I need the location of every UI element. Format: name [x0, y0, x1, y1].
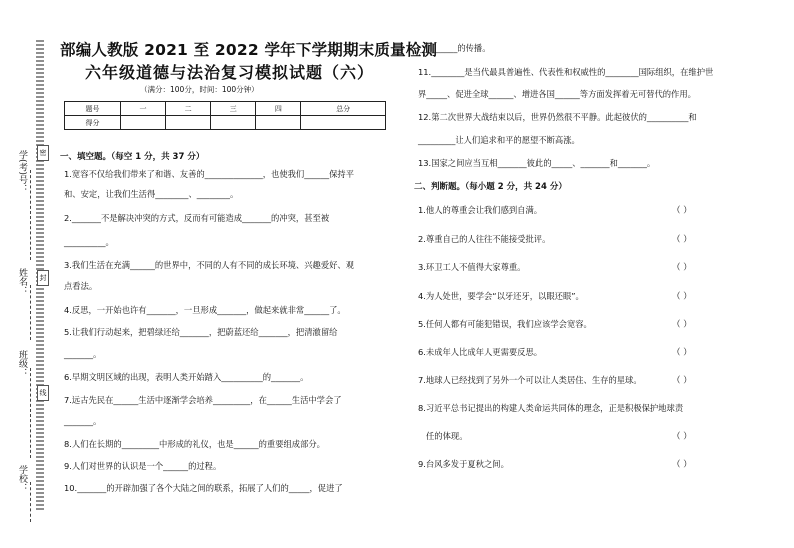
- question-line: 8.人们在长期的_________中形成的礼仪，也是______的重要组成部分。: [64, 439, 325, 449]
- answer-parentheses[interactable]: （ ）: [672, 432, 692, 442]
- question-line: 10._______的开辟加强了各个大陆之间的联系，拓展了人们的_____，促进了: [64, 483, 343, 493]
- question-line: 1.宽容不仅给我们带来了和谐、友善的______________，也使我们______保持平: [64, 169, 355, 179]
- question-line: 12.第二次世界大战结束以后，世界仍然很不平静。此起彼伏的__________和: [418, 112, 697, 122]
- seal-line-mark: 线: [37, 385, 49, 401]
- score-table-score-row: [65, 116, 386, 130]
- seal-binding-mark: 封: [37, 270, 49, 286]
- score-cell[interactable]: [166, 116, 211, 130]
- question-line: _________的传播。: [420, 43, 491, 53]
- question-line: 3.我们生活在充满______的世界中，不同的人有不同的成长环境、兴趣爱好、观: [64, 260, 355, 270]
- score-cell[interactable]: [256, 116, 301, 130]
- question-line: 11.________是当代最具普遍性、代表性和权威性的________国际组织，在维护世: [418, 67, 714, 77]
- question-line: __________。: [64, 237, 114, 247]
- question-line: 4.反思，一开始也许有_______，一旦形成_______，做起来就非常______了。: [64, 305, 346, 315]
- answer-parentheses[interactable]: （ ）: [672, 235, 692, 245]
- score-cell[interactable]: [301, 116, 386, 130]
- answer-parentheses[interactable]: （ ）: [672, 320, 692, 330]
- score-time-info: （满分：100分，时间：100分钟）: [140, 85, 259, 94]
- score-table-header: 题号: [65, 102, 121, 116]
- answer-parentheses[interactable]: （ ）: [672, 292, 692, 302]
- answer-parentheses[interactable]: （ ）: [672, 206, 692, 216]
- score-cell[interactable]: [121, 116, 166, 130]
- judgment-item: 5.任何人都有可能犯错误，我们应该学会宽容。: [418, 319, 592, 329]
- judgment-item: 6.未成年人比成年人更需要反思。: [418, 347, 543, 357]
- school-label: 学校：: [17, 465, 27, 492]
- score-table-header: 二: [166, 102, 211, 116]
- question-line: _______。: [64, 416, 102, 426]
- question-line: 6.早期文明区域的出现，表明人类开始踏入__________的_______。: [64, 372, 309, 382]
- exam-title: 部编人教版 2021 至 2022 学年下学期期末质量检测: [60, 41, 438, 59]
- question-line: 2._______不是解决冲突的方式，反而有可能造成_______的冲突，甚至被: [64, 213, 330, 223]
- name-line: [30, 285, 31, 340]
- question-line: 界_____、促进全球______、增进各国______等方面发挥着无可替代的作用。: [418, 89, 696, 99]
- class-label: 班级：: [17, 350, 27, 377]
- answer-parentheses[interactable]: （ ）: [672, 348, 692, 358]
- seal-mark: 密: [37, 145, 49, 161]
- exam-number-line: [30, 170, 31, 260]
- score-table-header: 总分: [301, 102, 386, 116]
- judgment-item: 8.习近平总书记提出的构建人类命运共同体的理念，正是积极保护地球责: [418, 403, 684, 413]
- question-line: _________让人们追求和平的愿望不断高涨。: [418, 135, 580, 145]
- question-line: 和、安定，让我们生活得________、________。: [64, 189, 239, 199]
- judgment-item-continued: 任的体现。: [426, 431, 468, 441]
- score-row-label: 得分: [65, 116, 121, 130]
- score-cell[interactable]: [211, 116, 256, 130]
- score-table-header: 四: [256, 102, 301, 116]
- answer-parentheses[interactable]: （ ）: [672, 376, 692, 386]
- judgment-item: 4.为人处世，要学会“以牙还牙，以眼还眼”。: [418, 291, 584, 301]
- exam-subtitle: 六年级道德与法治复习模拟试题（六）: [85, 63, 375, 82]
- question-line: _______。: [64, 349, 102, 359]
- judgment-item: 7.地球人已经找到了另外一个可以让人类居住、生存的星球。: [418, 375, 642, 385]
- judgment-item: 3.环卫工人不值得大家尊重。: [418, 262, 526, 272]
- school-line: [30, 482, 31, 522]
- question-line: 5.让我们行动起来，把碧绿还给_______，把蔚蓝还给_______，把清澈留给: [64, 327, 338, 337]
- score-table-header: 三: [211, 102, 256, 116]
- score-table-header: 一: [121, 102, 166, 116]
- class-line: [30, 368, 31, 458]
- question-line: 点看法。: [64, 281, 98, 291]
- score-table-header-row: [65, 102, 386, 116]
- judgment-item: 1.他人的尊重会让我们感到自满。: [418, 205, 543, 215]
- judgment-item: 2.尊重自己的人往往不能接受批评。: [418, 234, 551, 244]
- answer-parentheses[interactable]: （ ）: [672, 263, 692, 273]
- exam-number-label: 学(考)号：: [17, 150, 27, 194]
- section-true-false-heading: 二、判断题。（每小题 2 分，共 24 分）: [414, 182, 567, 192]
- section-fill-blank-heading: 一、填空题。（每空 1 分，共 37 分）: [60, 152, 205, 162]
- judgment-item: 9.台风多发于夏秋之间。: [418, 459, 509, 469]
- question-line: 7.远古先民在______生活中逐渐学会培养_________，在______生活中学会了: [64, 395, 342, 405]
- name-label: 姓名：: [17, 268, 27, 295]
- question-line: 9.人们对世界的认识是一个______的过程。: [64, 461, 222, 471]
- score-table: [64, 101, 386, 130]
- question-line: 13.国家之间应当互相_______彼此的_____、_______和_______。: [418, 158, 656, 168]
- answer-parentheses[interactable]: （ ）: [672, 460, 692, 470]
